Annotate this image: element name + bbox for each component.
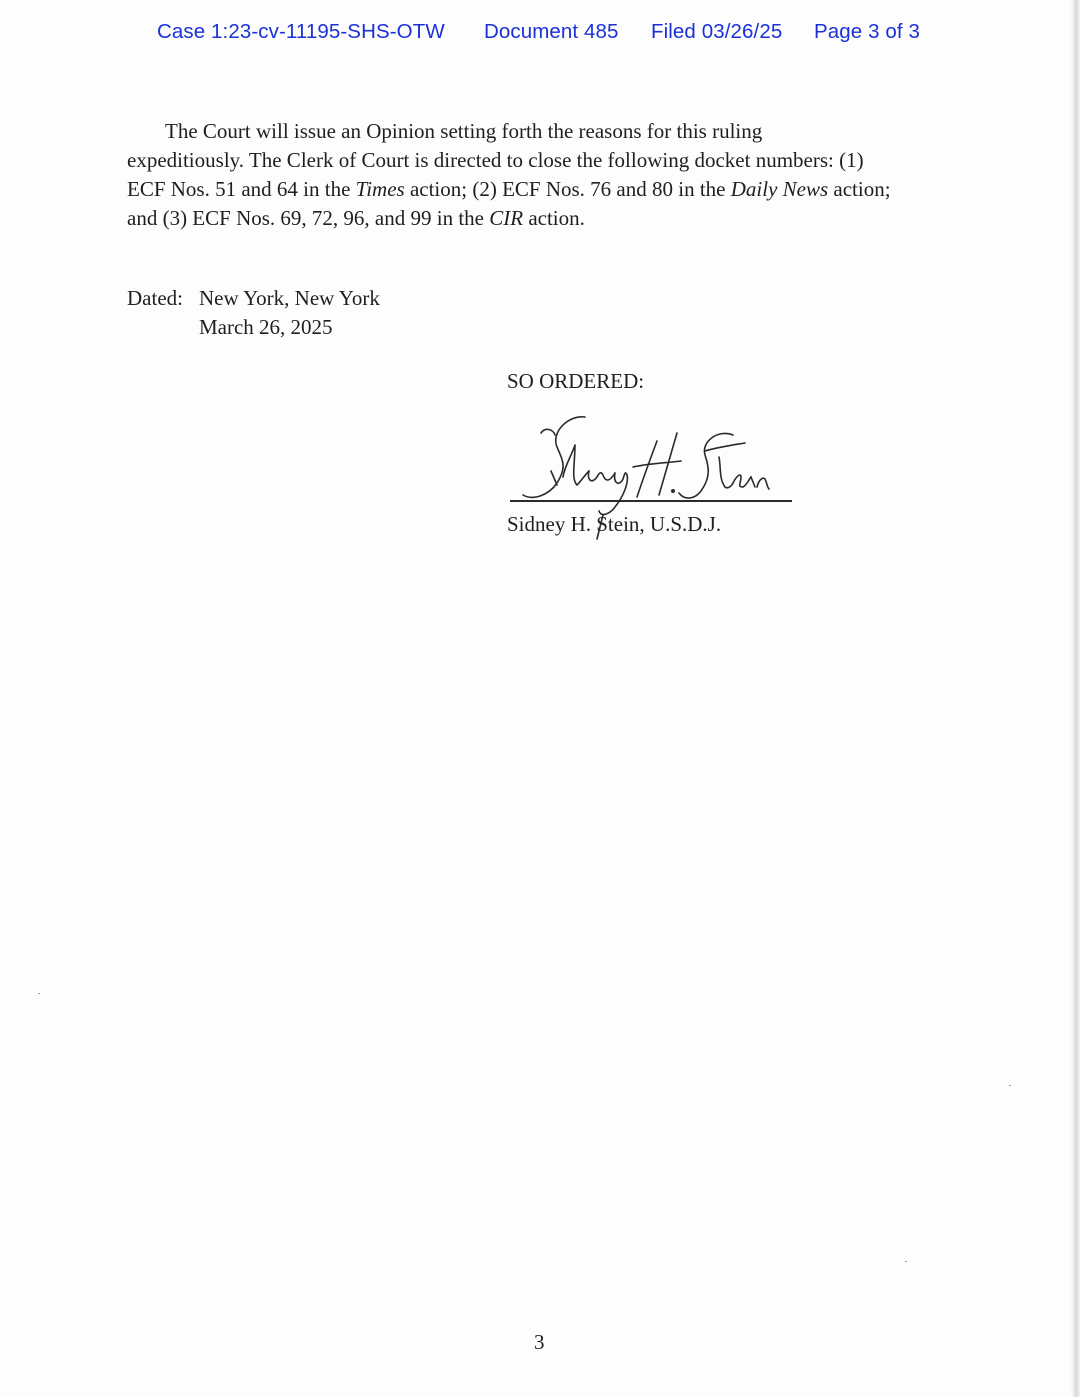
header-filed-date: Filed 03/26/25 (651, 20, 783, 43)
header-page-count: Page 3 of 3 (814, 20, 920, 43)
order-paragraph (127, 117, 957, 233)
dated-place: New York, New York (199, 286, 380, 310)
scan-speck (905, 1261, 907, 1262)
case-name-daily-news: Daily News (730, 177, 829, 201)
dated-date: March 26, 2025 (199, 315, 333, 339)
case-name-times: Times (355, 177, 405, 201)
dated-label: Dated: (127, 286, 183, 310)
scan-speck (1009, 1085, 1011, 1086)
text-run: and (3) ECF Nos. 69, 72, 96, and 99 in the (127, 206, 490, 230)
signer-name: Sidney H. Stein, U.S.D.J. (507, 512, 722, 536)
case-name-cir: CIR (489, 206, 524, 230)
paragraph-line: expeditiously. The Clerk of Court is directed to close the following docket numbers: (1) (127, 148, 864, 172)
paragraph-line (127, 204, 957, 233)
paragraph-line: The Court will issue an Opinion setting forth the reasons for this ruling (165, 119, 763, 143)
so-ordered-label: SO ORDERED: (507, 369, 645, 393)
header-case-number: Case 1:23-cv-11195-SHS-OTW (157, 20, 445, 43)
text-run: action; (2) ECF Nos. 76 and 80 in the (404, 177, 731, 201)
header-document-number: Document 485 (484, 20, 619, 43)
paragraph-line (127, 175, 957, 204)
page-edge (1070, 0, 1080, 1397)
text-run: action; (828, 177, 891, 201)
text-run: action. (523, 206, 585, 230)
scan-speck (38, 993, 40, 994)
signature-line (510, 500, 792, 502)
text-run: ECF Nos. 51 and 64 in the (127, 177, 356, 201)
page-number: 3 (534, 1330, 545, 1354)
